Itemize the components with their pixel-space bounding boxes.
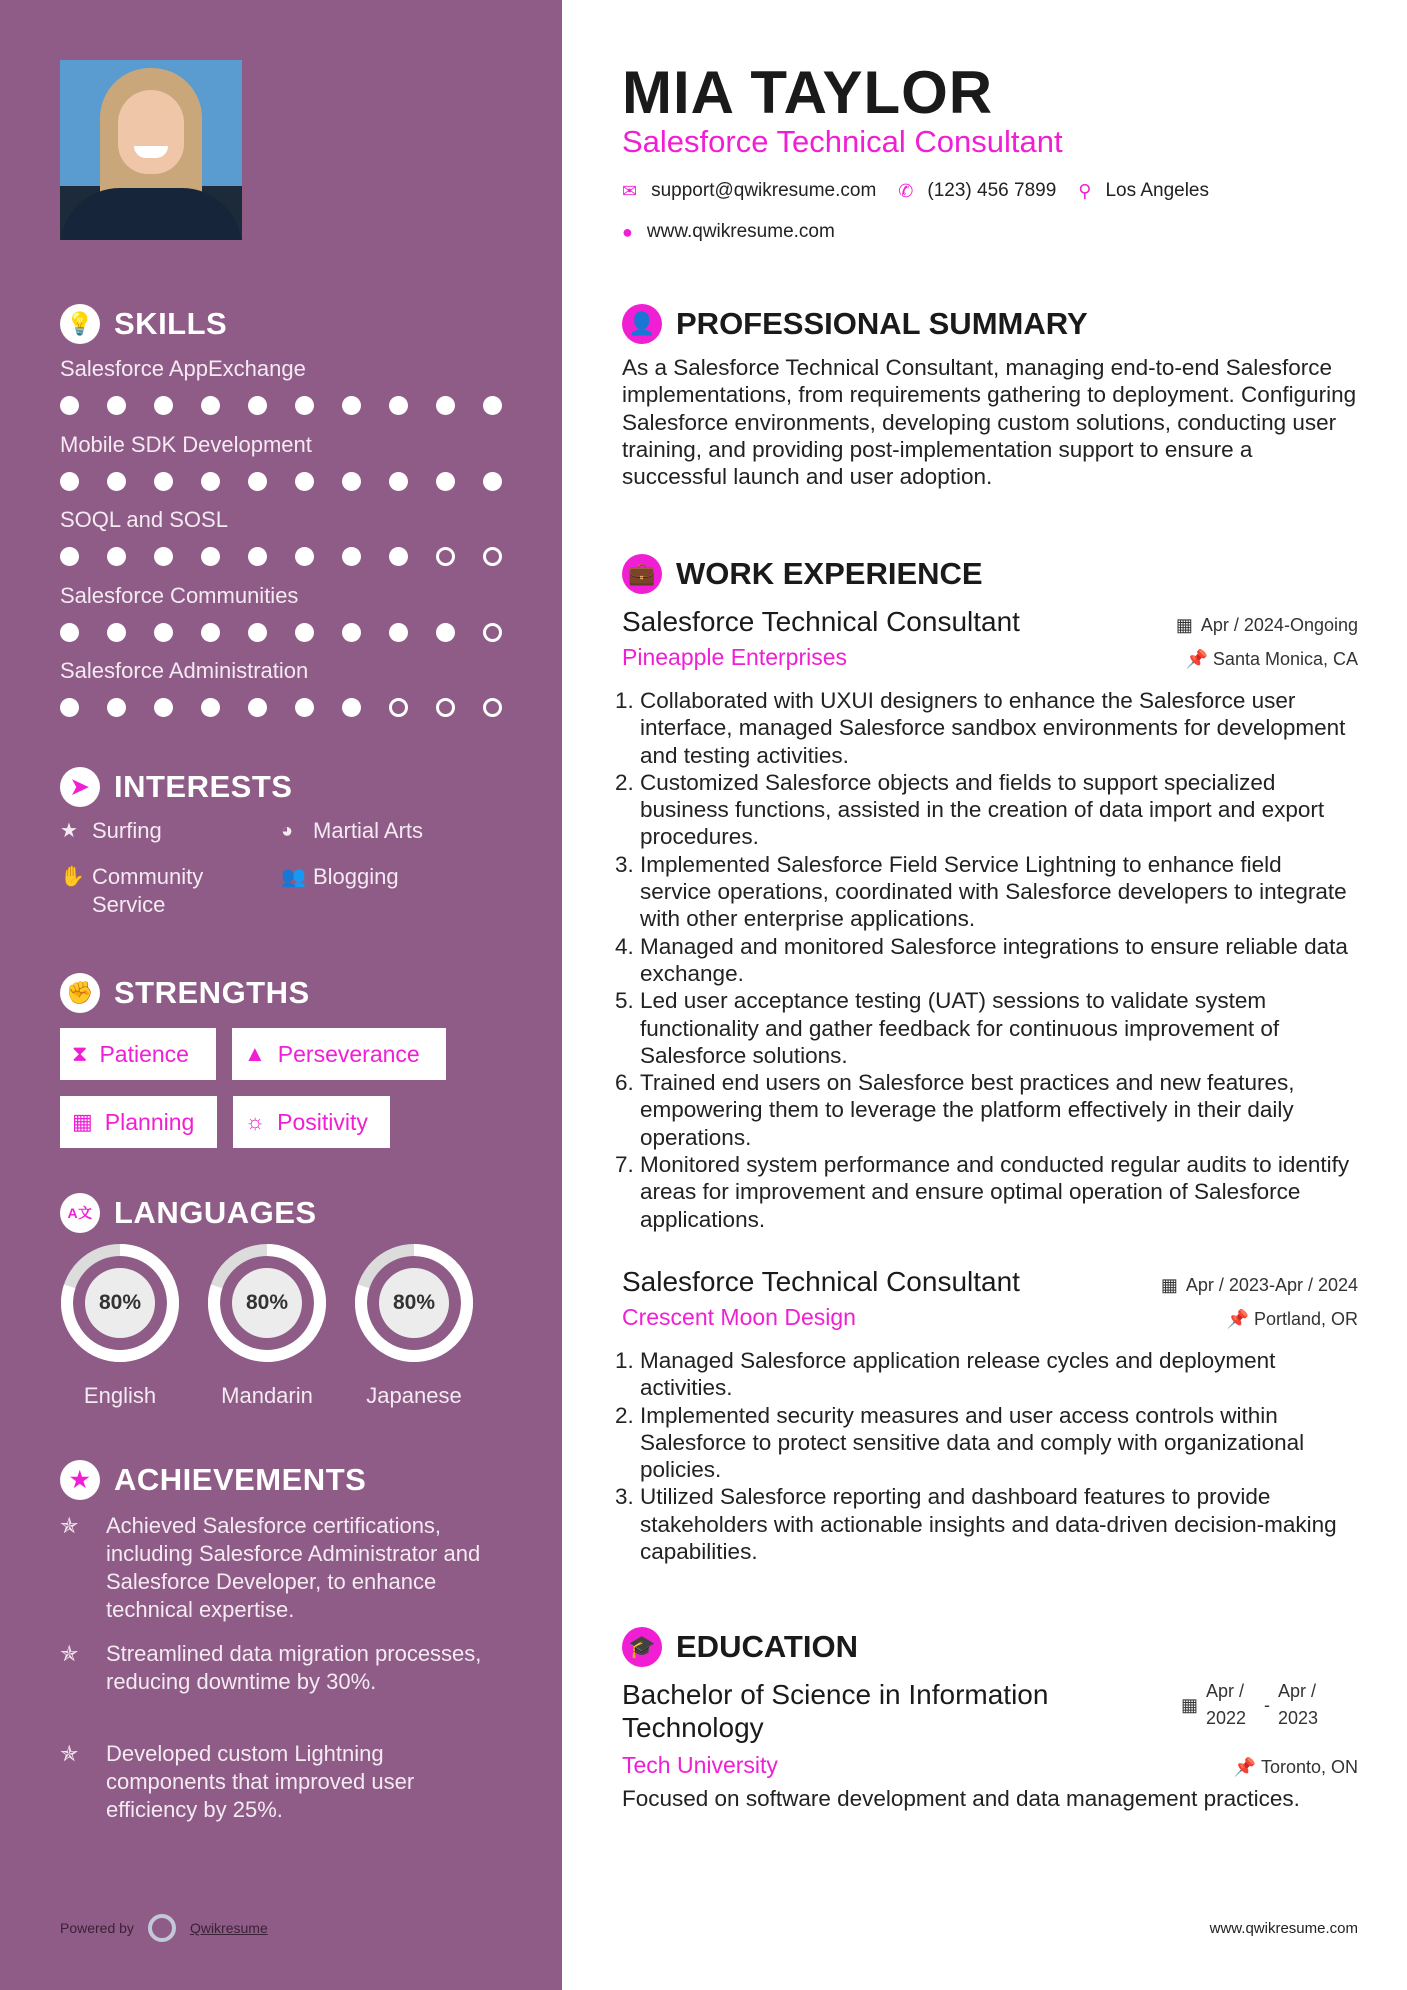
rating-dot-filled	[154, 547, 173, 566]
job-bullet: 1. Collaborated with UXUI designers to enhance the Salesforce user interface, managed Salesforce sandbox environments for development and testing activities.	[640, 687, 1358, 769]
rating-dot-filled	[60, 547, 79, 566]
skill-item	[60, 507, 502, 566]
job-bullets	[622, 687, 1358, 1233]
rating-dot-empty	[483, 698, 502, 717]
rating-dot-filled	[295, 698, 314, 717]
skill-label: SOQL and SOSL	[60, 507, 228, 532]
job-bullet: 6. Trained end users on Salesforce best practices and new features, empowering them to leverage the platform effectively in their daily operations.	[640, 1069, 1358, 1151]
rating-dot-filled	[201, 547, 220, 566]
job-bullet: 4. Managed and monitored Salesforce integrations to ensure reliable data exchange.	[640, 933, 1358, 988]
interest-item: 👥 Blogging	[281, 864, 399, 889]
phone-icon: ✆	[898, 180, 914, 201]
interest-item: ✋ Community Service	[60, 864, 204, 917]
job-bullet: 5. Led user acceptance testing (UAT) sessions to validate system functionality and gather feedback for continuous improvement of Salesforce solutions.	[640, 987, 1358, 1069]
rating-dot-filled	[436, 396, 455, 415]
job-location: 📌 Portland, OR	[1226, 1309, 1358, 1329]
rating-dot-filled	[342, 623, 361, 642]
strength-chip: ⧗ Patience	[60, 1028, 216, 1080]
language-item	[60, 1243, 180, 1408]
rating-dot-filled	[483, 396, 502, 415]
skill-label: Salesforce Communities	[60, 582, 299, 608]
calendar-icon: ▦	[1160, 1275, 1178, 1295]
rating-dot-filled	[248, 547, 267, 566]
achievement-item: ✯ Developed custom Lightning components that improved user efficiency by 25%.	[60, 1741, 415, 1822]
rating-dot-filled	[342, 547, 361, 566]
education-heading: 🎓 EDUCATION	[622, 1627, 858, 1667]
rating-dot-filled	[154, 472, 173, 491]
road-icon: ▲	[244, 1041, 266, 1066]
skill-label: Mobile SDK Development	[60, 431, 312, 457]
pushpin-icon: 📌	[1233, 1757, 1261, 1777]
pushpin-icon: 📌	[1185, 649, 1213, 669]
star-icon: ★	[60, 820, 78, 842]
language-percent: 80%	[245, 1291, 289, 1314]
job-bullet: 2. Customized Salesforce objects and fields to support specialized business functions, assisted in the creation of data import and export procedures.	[640, 769, 1358, 851]
hourglass-icon: ⧗	[72, 1041, 88, 1066]
skill-rating	[60, 698, 502, 717]
interest-item: ★ Surfing	[60, 818, 162, 843]
rating-dot-filled	[342, 396, 361, 415]
user-icon: 👤	[622, 304, 662, 344]
rating-dot-empty	[389, 698, 408, 717]
rating-dot-filled	[295, 547, 314, 566]
graduation-icon: 🎓	[622, 1627, 662, 1667]
rating-dot-filled	[389, 396, 408, 415]
rating-dot-filled	[154, 623, 173, 642]
rating-dot-filled	[342, 472, 361, 491]
rating-dot-filled	[201, 698, 220, 717]
education-dates: ▦ Apr / 2022 - Apr / 2023	[1180, 1681, 1319, 1728]
rating-dot-filled	[154, 698, 173, 717]
rating-dot-empty	[483, 547, 502, 566]
skill-item	[60, 432, 502, 491]
hand-icon: ✋	[60, 866, 85, 888]
job-bullet: 1. Managed Salesforce application release cycles and deployment activities.	[640, 1347, 1358, 1402]
qwikresume-logo-icon	[148, 1914, 176, 1942]
rating-dot-filled	[483, 472, 502, 491]
rating-dot-empty	[436, 698, 455, 717]
job-dates: ▦ Apr / 2023-Apr / 2024	[1160, 1275, 1358, 1295]
location: Los Angeles	[1105, 180, 1209, 201]
fist-icon: ✊	[60, 973, 100, 1013]
company: Pineapple Enterprises	[622, 644, 848, 670]
job-bullet: 3. Utilized Salesforce reporting and dashboard features to provide stakeholders with actionable insights and data-driven decision-making capabilities.	[640, 1483, 1358, 1565]
skill-item	[60, 583, 502, 642]
job-dates: ▦ Apr / 2024-Ongoing	[1175, 615, 1358, 635]
globe-icon: ◕	[281, 820, 294, 842]
rating-dot-empty	[483, 623, 502, 642]
strength-chip: ▲ Perseverance	[232, 1028, 446, 1080]
strengths-heading: ✊ STRENGTHS	[60, 973, 310, 1013]
job-bullets	[622, 1347, 1358, 1565]
users-icon: 👥	[281, 866, 306, 888]
achievements-heading: ★ ACHIEVEMENTS	[60, 1460, 366, 1500]
rating-dot-filled	[295, 623, 314, 642]
language-name: Japanese	[366, 1383, 462, 1408]
job-bullet: 3. Implemented Salesforce Field Service Lightning to enhance field service operations, coordinated with Salesforce developers to integrate with other enterprise applications.	[640, 851, 1358, 933]
rating-dot-filled	[107, 472, 126, 491]
email[interactable]: support@qwikresume.com	[651, 180, 877, 201]
languages-heading: A文 LANGUAGES	[60, 1193, 317, 1233]
company: Crescent Moon Design	[622, 1304, 856, 1330]
rating-dot-filled	[107, 623, 126, 642]
shooting-star-icon: ✯	[60, 1641, 79, 1666]
experience-heading: 💼 WORK EXPERIENCE	[622, 554, 983, 594]
school: Tech University	[622, 1752, 778, 1778]
briefcase-icon: 💼	[622, 554, 662, 594]
education-location: 📌 Toronto, ON	[1233, 1757, 1358, 1777]
skill-label: Salesforce AppExchange	[60, 356, 306, 381]
rating-dot-filled	[201, 623, 220, 642]
rating-dot-filled	[389, 623, 408, 642]
phone: (123) 456 7899	[927, 180, 1057, 201]
sun-icon: ☼	[245, 1109, 266, 1134]
job-entry	[622, 1266, 1358, 1565]
rating-dot-filled	[201, 472, 220, 491]
rating-dot-filled	[295, 472, 314, 491]
rating-dot-filled	[201, 396, 220, 415]
rating-dot-filled	[389, 547, 408, 566]
language-item	[354, 1243, 474, 1408]
website-row	[622, 221, 835, 243]
skill-rating	[60, 623, 502, 642]
profile-photo	[60, 60, 242, 240]
rating-dot-filled	[436, 472, 455, 491]
job-entry	[622, 606, 1358, 1233]
rating-dot-filled	[107, 396, 126, 415]
globe-icon: ●	[622, 221, 633, 242]
rating-dot-filled	[107, 698, 126, 717]
rating-dot-empty	[436, 547, 455, 566]
powered-by: Powered by Qwikresume	[60, 1914, 268, 1942]
rating-dot-filled	[248, 472, 267, 491]
rating-dot-filled	[436, 623, 455, 642]
achievement-item: ✯ Streamlined data migration processes, reducing downtime by 30%.	[60, 1641, 482, 1694]
skill-rating	[60, 472, 502, 491]
calendar-icon: ▦	[1175, 615, 1193, 635]
sidebar	[0, 0, 562, 1990]
strength-chip: ☼ Positivity	[233, 1096, 390, 1148]
interest-item: ◕ Martial Arts	[281, 818, 424, 843]
job-bullet: 7. Monitored system performance and conducted regular audits to identify areas for improvement and ensure optimal operation of Salesforce applications.	[640, 1151, 1358, 1233]
strength-chip: ▦ Planning	[60, 1096, 217, 1148]
language-item	[207, 1243, 327, 1408]
rating-dot-filled	[295, 396, 314, 415]
skill-label: Salesforce Administration	[60, 658, 309, 683]
qwikresume-link[interactable]: Qwikresume	[189, 1920, 268, 1936]
education-description: Focused on software development and data management practices.	[622, 1786, 1300, 1811]
calendar-icon: ▦	[72, 1109, 93, 1134]
language-percent: 80%	[98, 1291, 142, 1314]
star-badge-icon: ★	[60, 1460, 100, 1500]
job-bullet: 2. Implemented security measures and user access controls within Salesforce to protect sensitive data and comply with organizational policies.	[640, 1402, 1358, 1484]
contact-row	[622, 180, 1209, 202]
achievement-item: ✯ Achieved Salesforce certifications, including Salesforce Administrator and Salesforce Developer, to enhance technical expertise.	[60, 1513, 481, 1622]
job-location: 📌 Santa Monica, CA	[1185, 649, 1358, 669]
summary-heading: 👤 PROFESSIONAL SUMMARY	[622, 304, 1088, 344]
rating-dot-filled	[248, 698, 267, 717]
rating-dot-filled	[60, 698, 79, 717]
skills-heading: 💡 SKILLS	[60, 304, 227, 344]
translate-icon: A文	[60, 1193, 100, 1233]
pushpin-icon: 📌	[1226, 1309, 1254, 1329]
rating-dot-filled	[248, 623, 267, 642]
location-pin-icon: ⚲	[1078, 180, 1092, 201]
email-icon: ✉	[622, 180, 638, 201]
footer-url[interactable]: www.qwikresume.com	[1209, 1920, 1358, 1937]
candidate-name: MIA TAYLOR	[622, 59, 994, 126]
rating-dot-filled	[342, 698, 361, 717]
interests-heading: ➤ INTERESTS	[60, 767, 292, 807]
calendar-icon: ▦	[1180, 1694, 1198, 1715]
rating-dot-filled	[154, 396, 173, 415]
rating-dot-filled	[60, 472, 79, 491]
degree: Bachelor of Science in Information Technology	[622, 1679, 1049, 1743]
shooting-star-icon: ✯	[60, 1513, 79, 1538]
website[interactable]: www.qwikresume.com	[646, 221, 835, 242]
rating-dot-filled	[389, 472, 408, 491]
summary-text: As a Salesforce Technical Consultant, managing end-to-end Salesforce implementations, from requirements gathering to deployment. Configuring Salesforce environments, developing custom solutions, conducting user training, and providing post-implementation support to ensure a successful launch and user adoption.	[622, 355, 1357, 490]
job-title: Salesforce Technical Consultant	[622, 1266, 1020, 1297]
language-percent: 80%	[392, 1291, 436, 1314]
skill-rating	[60, 396, 502, 415]
rating-dot-filled	[60, 396, 79, 415]
lightbulb-icon: 💡	[60, 304, 100, 344]
shooting-star-icon: ✯	[60, 1741, 79, 1766]
rating-dot-filled	[60, 623, 79, 642]
skill-rating	[60, 547, 502, 566]
language-name: English	[83, 1383, 157, 1408]
rating-dot-filled	[107, 547, 126, 566]
job-title: Salesforce Technical Consultant	[622, 606, 1020, 637]
education-entry	[622, 1678, 1358, 1812]
skill-item	[60, 658, 502, 717]
paper-plane-icon: ➤	[60, 767, 100, 807]
candidate-title: Salesforce Technical Consultant	[622, 124, 1063, 159]
language-name: Mandarin	[221, 1383, 313, 1408]
skill-item	[60, 356, 502, 415]
rating-dot-filled	[248, 396, 267, 415]
